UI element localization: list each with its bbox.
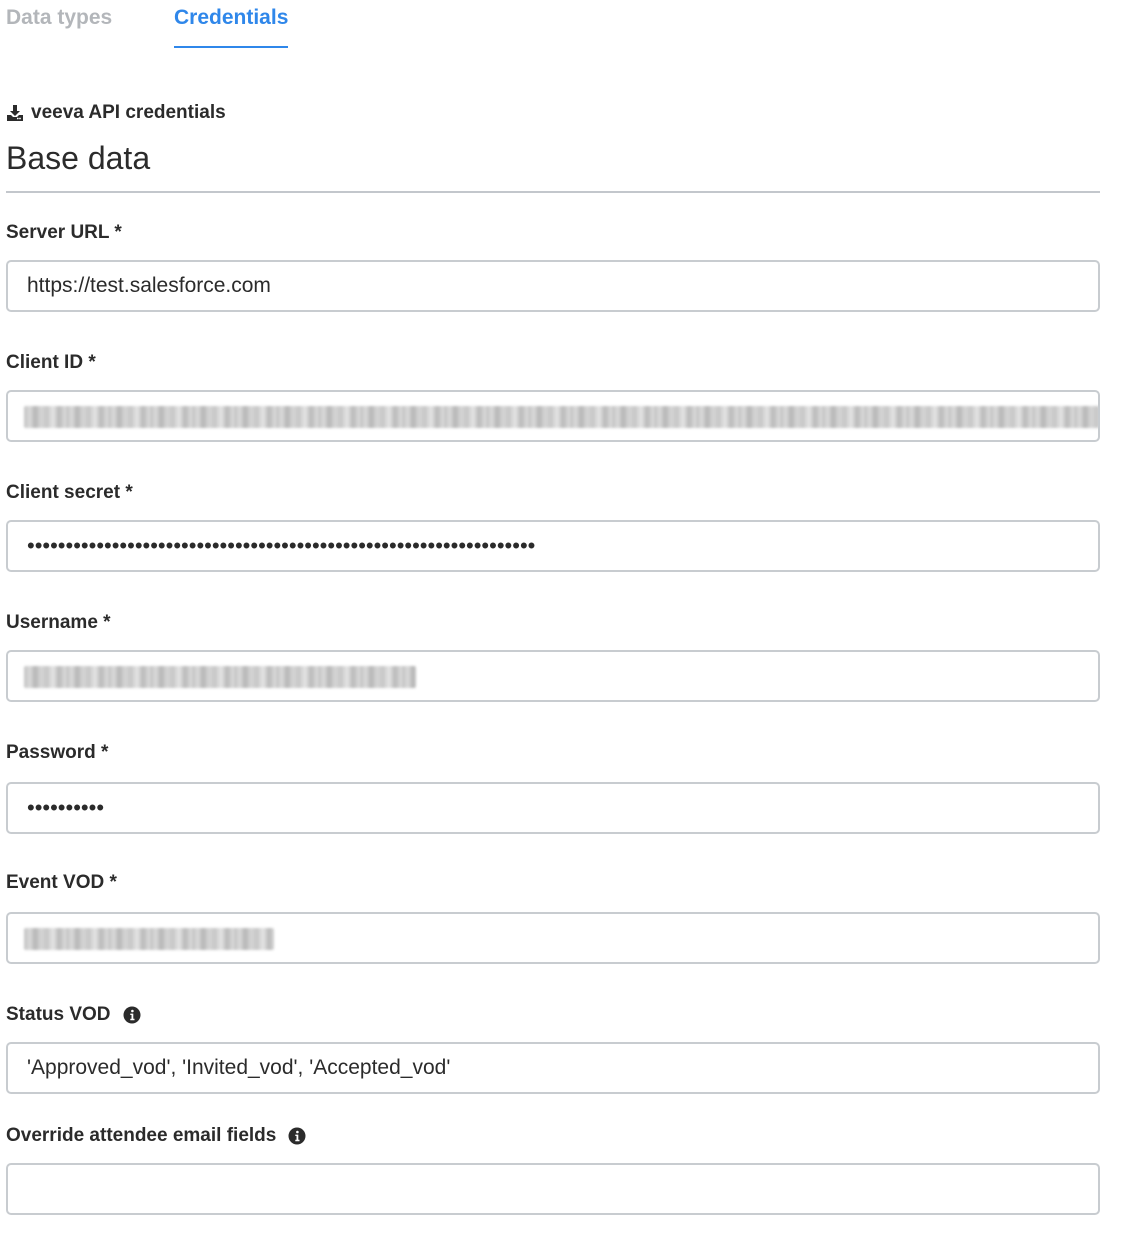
tab-bar — [6, 0, 288, 48]
info-icon[interactable] — [288, 1127, 306, 1145]
event-vod-label: Event VOD * — [6, 872, 117, 893]
redacted-value — [24, 666, 416, 688]
redacted-value — [24, 928, 274, 950]
download-icon — [6, 103, 26, 123]
client-id-label: Client ID * — [6, 352, 96, 373]
status-vod-input[interactable] — [6, 1042, 1100, 1094]
override-email-input[interactable] — [6, 1163, 1100, 1215]
override-email-label — [6, 1124, 306, 1148]
client-secret-label: Client secret * — [6, 482, 133, 503]
tab-data-types[interactable]: Data types — [6, 6, 113, 29]
server-url-input[interactable] — [6, 260, 1100, 312]
password-label: Password * — [6, 742, 109, 763]
redacted-value — [24, 406, 1100, 428]
tab-credentials[interactable]: Credentials — [174, 0, 288, 48]
status-vod-label-text: Status VOD — [6, 1004, 111, 1025]
username-input[interactable] — [6, 650, 1100, 702]
server-url-label: Server URL * — [6, 222, 122, 243]
username-label: Username * — [6, 612, 111, 633]
section-kicker-label: veeva API credentials — [31, 102, 226, 123]
event-vod-input[interactable] — [6, 912, 1100, 964]
override-email-label-text: Override attendee email fields — [6, 1125, 277, 1146]
client-id-input[interactable] — [6, 390, 1100, 442]
page-title: Base data — [6, 140, 151, 176]
section-kicker — [6, 100, 226, 126]
password-input[interactable] — [6, 782, 1100, 834]
status-vod-label — [6, 1003, 141, 1027]
client-secret-input[interactable] — [6, 520, 1100, 572]
info-icon[interactable] — [123, 1006, 141, 1024]
divider — [6, 191, 1100, 193]
